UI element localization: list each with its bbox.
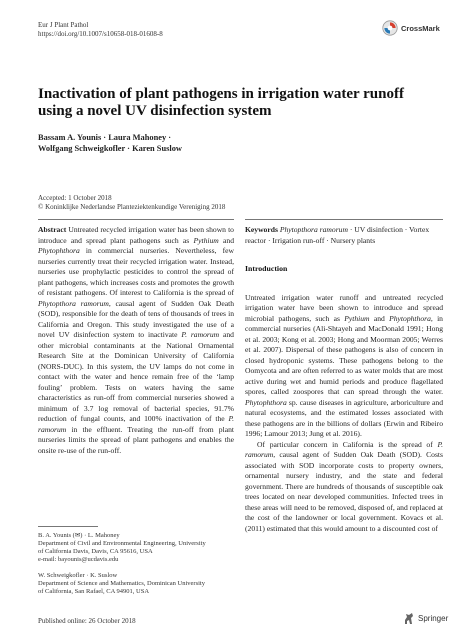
- affiliation-spacer: [38, 564, 238, 572]
- affiliation-1-dept: Department of Civil and Environmental Engineering, University: [38, 540, 206, 547]
- author-list: [38, 132, 398, 154]
- crossmark-badge[interactable]: [382, 18, 462, 38]
- intro-paragraph-2: [245, 440, 443, 535]
- introduction-heading: Introduction: [245, 264, 288, 273]
- title-line-2: using a novel UV disinfection system: [38, 103, 272, 119]
- intro-text: Of particular concern in California is the spread of: [257, 439, 438, 449]
- article-title: [38, 86, 438, 120]
- keywords-label: Keywords: [245, 225, 278, 234]
- corresponding-email[interactable]: e-mail: bayounis@ucdavis.edu: [38, 556, 119, 563]
- divider-right: [245, 219, 443, 220]
- abstract-text: , causal agent of Sudden Oak Death (SOD), responsible for the death of tens of thousands of trees in California and Oregon. This study investigated the use of a novel UV disinfection system to inactivate: [38, 298, 234, 339]
- intro-text: and: [369, 313, 390, 323]
- abstract-italic-term: P. ramorum: [181, 330, 220, 339]
- abstract-text: in the effluent. Treating the run-off from plant nurseries limits the spread of plant pathogens and enables the onsite re-use of the run-off.: [38, 424, 234, 455]
- divider-left: [38, 219, 234, 220]
- affiliation-2-dept: Department of Science and Mathematics, Dominican University: [38, 580, 205, 587]
- affiliation-1-address: of California Davis, Davis, CA 95616, USA: [38, 548, 153, 555]
- copyright-notice: © Koninklijke Nederlandse Planteziektenkundige Vereniging 2018: [38, 203, 226, 211]
- doi-link[interactable]: https://doi.org/10.1007/s10658-018-01608-8: [38, 30, 163, 38]
- published-date: Published online: 26 October 2018: [38, 617, 136, 625]
- abstract-text: Untreated recycled irrigation water has been shown to introduce and spread plant pathogens such as: [38, 225, 234, 245]
- springer-logo: [403, 612, 448, 625]
- intro-text: , causal agent of Sudden Oak Death (SOD). Costs associated with SOD incorporate costs to property owners, ornamental nursery industry, and the state and federal government. There are hundreds of thousands of susceptible oak trees located on near developed communities. Infected trees in these areas will need to be removed, disposed of, and replaced at the cost of the landowner or local government. Kovacs et al. (2011) estimated that this would amount to a discounted cost of: [245, 450, 443, 533]
- authors-line-1: Bassam A. Younis · Laura Mahoney ·: [38, 133, 172, 142]
- journal-header: [38, 21, 163, 39]
- affiliation-1-names: B. A. Younis (✉) · L. Mahoney: [38, 532, 120, 539]
- introduction-body: [245, 293, 443, 535]
- affiliation-2-names: W. Schweigkofler · K. Suslow: [38, 572, 118, 579]
- intro-italic-term: P. ramorum: [245, 439, 443, 459]
- crossmark-icon: [382, 20, 398, 36]
- affiliations: [38, 532, 238, 596]
- intro-italic-term: Phytophthora: [389, 313, 431, 323]
- article-history: [38, 194, 225, 212]
- springer-horse-icon: [403, 612, 415, 625]
- accepted-date: Accepted: 1 October 2018: [38, 194, 112, 202]
- abstract-text: and: [218, 235, 234, 245]
- abstract-italic-term: P. ramorum: [38, 414, 234, 434]
- abstract-italic-term: Phytophthora: [38, 246, 80, 255]
- keyword-italic-term: Phytopthora ramorum: [279, 225, 348, 234]
- intro-text: Untreated irrigation water runoff and untreated recycled irrigation water have been shown to introduce and spread microbial pathogens, such as: [245, 292, 443, 323]
- authors-line-2: Wolfgang Schweigkofler · Karen Suslow: [38, 144, 182, 153]
- abstract-italic-term: Pythium: [193, 235, 219, 245]
- keywords-text: · UV disinfection · Vortex reactor · Irrigation run-off · Nursery plants: [245, 225, 430, 245]
- abstract-italic-term: Phytopthora ramorum: [38, 298, 109, 308]
- abstract-text: and other microbial contaminants at the National Ornamental Research Site at the Dominican University of California (NORS-DUC). In this system, the UV lamps do not come in contact with the water and hence remain free of the ‘lamp fouling’ problem. Tests on waters having the same characteristics as run-off from commercial nurseries showed a minimum of 3.7 log removal of bacterial species, 91.7% reduction of fungal counts, and 100% inactivation of the: [38, 330, 234, 423]
- intro-italic-term: Phytophthora: [245, 397, 287, 407]
- intro-paragraph-1: [245, 293, 443, 440]
- journal-name: Eur J Plant Pathol: [38, 21, 89, 29]
- affiliation-divider: [38, 526, 98, 527]
- intro-italic-term: Pythium: [344, 313, 370, 323]
- intro-text: , in commercial nurseries (Ali-Shtayeh and MacDonald 1991; Hong et al. 2003; Kong et al. 2003; Hong and Moorman 2005; Werres et al. 2007). Dispersal of these pathogens is also of concern in closed hydroponic systems. These pathogens belong to the Oomycota and are often referred to as water molds that are most active during wet and humid periods and produce flagellated spores, called zoospores that can spread through the water.: [245, 313, 443, 396]
- affiliation-2-address: of California, San Rafael, CA 94901, USA: [38, 588, 150, 595]
- right-column: [245, 225, 443, 534]
- keywords: [245, 225, 443, 246]
- intro-text: sp. cause diseases in agriculture, arboriculture and natural ecosystems, and the estimated losses associated with these pathogens are in the billions of dollars (Erwin and Ribeiro 1996; Lamour 2013; Jung et al. 2016).: [245, 397, 443, 438]
- crossmark-label: CrossMark: [401, 23, 440, 33]
- abstract-label: Abstract: [38, 225, 67, 234]
- abstract-text: in commercial nurseries. Nevertheless, few nurseries currently treat their recycled irrigation water. Instead, nurseries use prophylactic pesticides to control the spread of plant pathogens, which increases costs and promotes the growth of resistant pathogens. Of interest to California is the spread of: [38, 246, 234, 297]
- abstract: [38, 225, 234, 456]
- springer-label: Springer: [418, 614, 449, 623]
- title-line-1: Inactivation of plant pathogens in irrigation water runoff: [38, 86, 404, 102]
